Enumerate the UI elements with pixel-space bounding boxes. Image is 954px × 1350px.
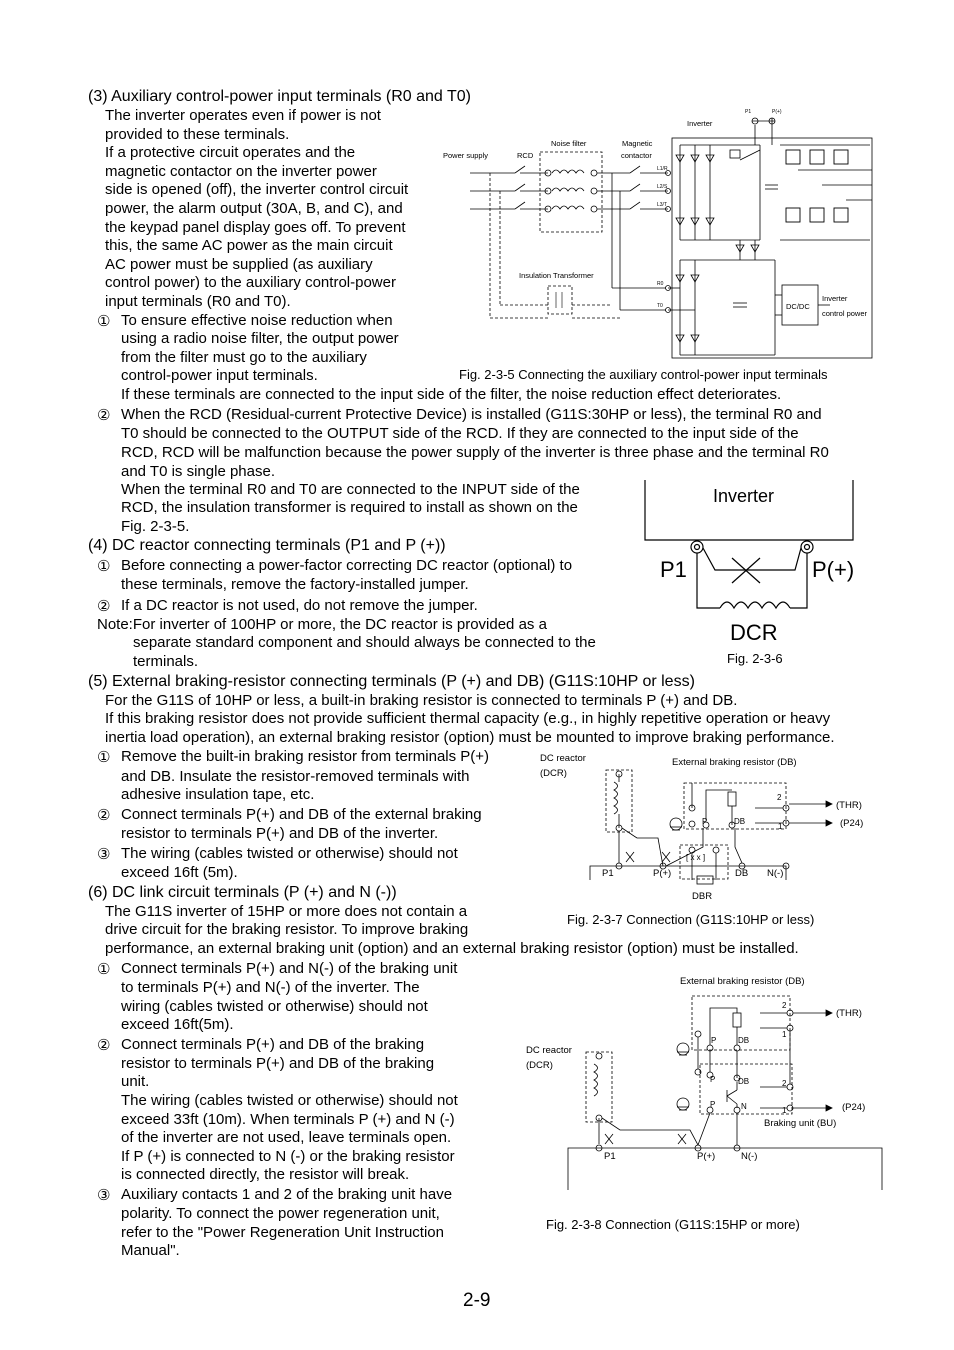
fig-label: P: [711, 1036, 717, 1045]
fig-label: 1: [778, 822, 783, 831]
fig-label: P: [710, 1100, 716, 1109]
fig-label: Power supply: [443, 151, 489, 160]
text-line: wiring (cables twisted or otherwise) should not: [121, 998, 428, 1015]
fig-label: DBR: [692, 891, 713, 902]
text-line: If these terminals are connected to the input side of the filter, the noise reduction effect deteriorates.: [121, 386, 782, 403]
text-line: from the filter must go to the auxiliary: [121, 348, 367, 366]
fig-label: Braking unit (BU): [764, 1118, 837, 1129]
figure-caption: Fig. 2-3-7 Connection (G11S:10HP or less): [567, 912, 815, 927]
section-4-heading: (4) DC reactor connecting terminals (P1 and P (+)): [88, 537, 446, 554]
text-line: The wiring (cables twisted or otherwise) should not: [121, 845, 458, 862]
fig-label: DB: [738, 1036, 750, 1045]
text-line: Remove the built-in braking resistor from terminals P(+): [121, 748, 490, 765]
text-line: The inverter operates even if power is not: [105, 107, 381, 124]
list-number: ①: [97, 557, 111, 575]
text-line: resistor to terminals P(+) and DB of the inverter.: [121, 824, 439, 842]
fig-label: Inverter: [687, 119, 713, 128]
text-line: For the G11S of 10HP or less, a built-in braking resistor is connected to terminals P (+) and DB.: [105, 691, 738, 709]
fig-label: Insulation Transformer: [519, 271, 594, 280]
section-5-heading: (5) External braking-resistor connecting terminals (P (+) and DB) (G11S:10HP or less): [88, 673, 695, 690]
section-4-item-2: If a DC reactor is not used, do not remove the jumper.: [121, 596, 478, 614]
text-line: Manual".: [121, 1242, 180, 1259]
fig-label: Inverter: [713, 486, 775, 506]
text-line: exceed 33ft (10m). When terminals P (+) and N (-): [121, 1110, 455, 1128]
fig-label: L3/T: [657, 202, 668, 208]
fig-label: External braking resistor (DB): [680, 976, 805, 987]
fig-label: 2: [782, 1079, 787, 1088]
fig-label: P1: [660, 557, 687, 582]
text-line: input terminals (R0 and T0).: [105, 293, 291, 310]
fig-label: P1: [602, 868, 614, 879]
fig-label: Magnetic: [622, 139, 653, 148]
fig-label: 1: [782, 1030, 787, 1039]
fig-label: External braking resistor (DB): [672, 757, 797, 768]
fig-label: (DCR): [540, 768, 567, 779]
text-line: this, the same AC power as the main circuit: [105, 237, 393, 255]
text-line: and T0 is single phase.: [121, 462, 275, 480]
fig-label: P: [710, 1075, 716, 1084]
fig-label: control power: [822, 309, 868, 318]
fig-label: DB: [734, 817, 746, 826]
text-line: When the terminal R0 and T0 are connected to the INPUT side of the: [121, 480, 580, 498]
text-line: is connected directly, the resistor will break.: [121, 1166, 410, 1183]
text-line: resistor to terminals P(+) and DB of the braking: [121, 1054, 435, 1072]
text-line: inertia load operation), an external braking resistor (option) must be mounted to improve braking performance.: [105, 728, 835, 746]
fig-label: N(-): [741, 1151, 758, 1162]
text-line: drive circuit for the braking resistor. To improve braking: [105, 921, 469, 938]
text-line: Fig. 2-3-5.: [121, 517, 190, 535]
text-line: side is opened (off), the inverter control circuit: [105, 181, 409, 199]
fig-label: (P24): [842, 1102, 866, 1113]
text-line: terminals.: [133, 652, 199, 670]
fig-label: Inverter: [822, 294, 848, 303]
fig-label: (THR): [836, 1008, 862, 1019]
list-number: ②: [97, 1035, 111, 1054]
text-line: If P (+) is connected to N (-) or the braking resistor: [121, 1147, 455, 1165]
list-number: ③: [97, 845, 111, 863]
fig-label: P(+): [653, 868, 672, 879]
list-number: ②: [97, 805, 111, 824]
fig-label: [ x x ]: [686, 853, 706, 862]
text-line: polarity. To connect the power regeneration unit,: [121, 1204, 440, 1222]
text-line: control power) to the auxiliary control-power: [105, 274, 396, 292]
list-number: ②: [97, 596, 111, 615]
fig-label: L2/S: [657, 184, 668, 190]
text-line: refer to the "Power Regeneration Unit Instruction: [121, 1223, 444, 1241]
text-line: To ensure effective noise reduction when: [121, 311, 393, 329]
text-line: T0 should be connected to the OUTPUT side of the RCD. If they are connected to the input side of the: [121, 425, 799, 442]
fig-label: DB: [738, 1077, 750, 1086]
fig-label: P(+): [697, 1151, 716, 1162]
fig-label: P(+): [772, 109, 782, 115]
text-line: Connect terminals P(+) and DB of the braking: [121, 1035, 425, 1053]
fig-label: (DCR): [526, 1060, 553, 1071]
text-line: The G11S inverter of 15HP or more does not contain a: [105, 902, 468, 920]
fig-label: P(+): [812, 557, 855, 582]
text-line: If this braking resistor does not provide sufficient thermal capacity (e.g., in highly repetitive operation or heavy: [105, 710, 831, 727]
text-line: and DB. Insulate the resistor-removed terminals with: [121, 767, 470, 785]
text-line: using a radio noise filter, the output power: [121, 330, 399, 348]
text-line: When the RCD (Residual-current Protective Device) is installed (G11S:30HP or less), the terminal R0 and: [121, 406, 822, 423]
text-line: to terminals P(+) and N(-) of the inverter. The: [121, 979, 420, 996]
text-line: Connect terminals P(+) and N(-) of the braking unit: [121, 960, 458, 977]
text-line: the keypad panel display goes off. To prevent: [105, 218, 406, 236]
fig-label: DB: [735, 868, 749, 879]
text-line: Connect terminals P(+) and DB of the external braking: [121, 805, 482, 823]
section-3-heading: (3) Auxiliary control-power input terminals (R0 and T0): [88, 88, 471, 105]
text-line: The wiring (cables twisted or otherwise) should not: [121, 1091, 458, 1109]
text-line: exceed 16ft (5m).: [121, 864, 238, 881]
fig-label: P: [702, 817, 708, 826]
fig-label: DC reactor: [540, 753, 586, 764]
page-number: 2-9: [463, 1290, 491, 1311]
fig-label: P1: [604, 1151, 616, 1162]
text-line: separate standard component and should always be connected to the: [133, 634, 596, 651]
fig-label: N(-): [767, 868, 784, 879]
list-number: ①: [97, 960, 111, 978]
fig-label: (THR): [836, 800, 862, 811]
list-number: ③: [97, 1186, 111, 1204]
text-line: performance, an external braking unit (option) and an external braking resistor (option) must be installed.: [105, 939, 799, 957]
text-line: adhesive insulation tape, etc.: [121, 786, 315, 803]
fig-label: DC reactor: [526, 1045, 572, 1056]
figure-caption: Fig. 2-3-5 Connecting the auxiliary control-power input terminals: [459, 367, 828, 382]
fig-label: DCR: [730, 620, 778, 645]
text-line: provided to these terminals.: [105, 125, 290, 143]
fig-label: 1: [782, 1106, 787, 1115]
fig-label: R0: [657, 281, 664, 287]
fig-label: P1: [745, 109, 752, 115]
fig-label: L1/R: [657, 166, 668, 172]
text-line: AC power must be supplied (as auxiliary: [105, 255, 373, 273]
list-number: ②: [97, 406, 111, 424]
fig-label: RCD: [517, 151, 534, 160]
fig-label: T0: [657, 303, 663, 309]
list-number: ①: [97, 748, 111, 766]
fig-label: 2: [777, 793, 782, 802]
text-line: Before connecting a power-factor correcting DC reactor (optional) to: [121, 557, 573, 574]
text-line: Note:For inverter of 100HP or more, the DC reactor is provided as a: [97, 615, 547, 633]
figure-caption: Fig. 2-3-6: [727, 651, 783, 666]
fig-label: (P24): [840, 818, 864, 829]
text-line: RCD, the insulation transformer is required to install as shown on the: [121, 499, 578, 516]
text-line: power, the alarm output (30A, B, and C), and: [105, 200, 403, 217]
fig-label: DC/DC: [786, 302, 810, 311]
text-line: these terminals, remove the factory-installed jumper.: [121, 576, 469, 593]
figure-caption: Fig. 2-3-8 Connection (G11S:15HP or more): [546, 1217, 800, 1232]
text-line: If a protective circuit operates and the: [105, 144, 356, 162]
list-number: ①: [97, 311, 111, 330]
text-line: exceed 16ft(5m).: [121, 1016, 234, 1033]
text-line: Auxiliary contacts 1 and 2 of the braking unit have: [121, 1186, 453, 1203]
text-line: magnetic contactor on the inverter power: [105, 162, 377, 180]
fig-label: contactor: [621, 151, 652, 160]
text-line: RCD, RCD will be malfunction because the power supply of the inverter is three phase and the terminal R0: [121, 444, 829, 461]
fig-label: Noise filter: [551, 139, 587, 148]
fig-label: N: [741, 1102, 747, 1111]
text-line: unit.: [121, 1073, 150, 1090]
text-line: of the inverter are not used, leave terminals open.: [121, 1129, 452, 1146]
text-line: control-power input terminals.: [121, 367, 318, 385]
fig-label: 2: [782, 1001, 787, 1010]
section-6-heading: (6) DC link circuit terminals (P (+) and N (-)): [88, 884, 397, 901]
